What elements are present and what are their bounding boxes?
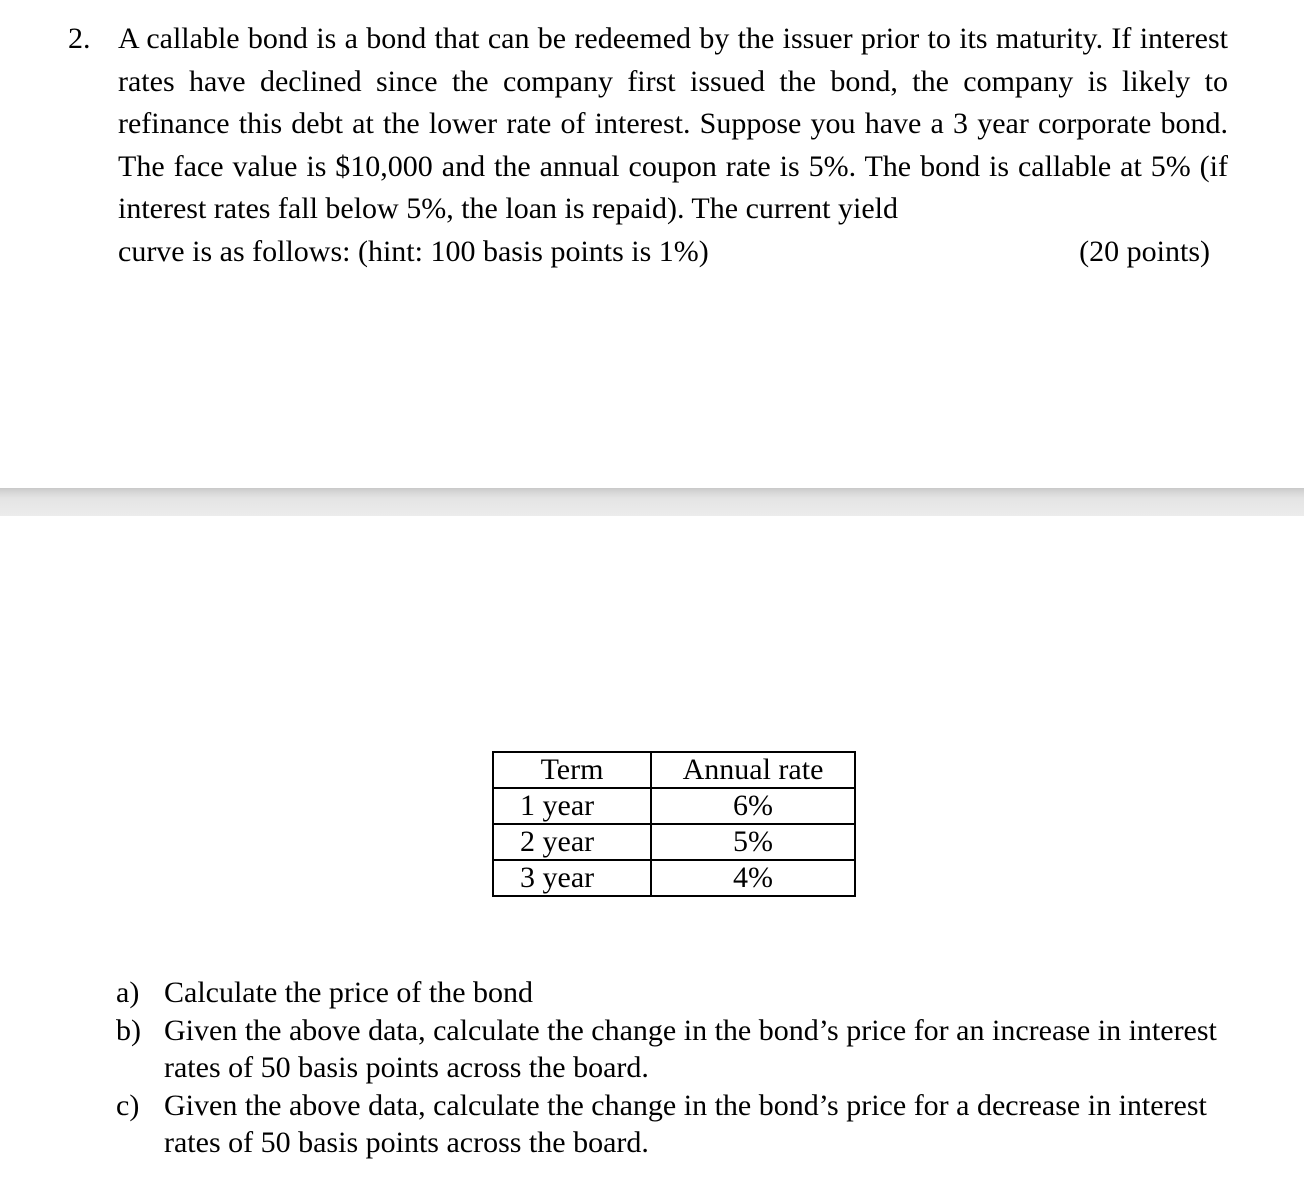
table-row	[493, 860, 855, 896]
sub-question-b	[116, 1012, 1236, 1086]
table-cell-rate: 4%	[651, 860, 855, 896]
sub-question-label: c)	[116, 1089, 140, 1122]
table-cell-term: 2 year	[493, 824, 651, 860]
table-header-term: Term	[493, 752, 651, 788]
sub-question-label: b)	[116, 1014, 141, 1047]
question-hint-line: curve is as follows: (hint: 100 basis points is 1%)	[118, 234, 709, 268]
table-cell-term: 1 year	[493, 788, 651, 824]
page-divider	[0, 488, 1304, 516]
table-row	[493, 788, 855, 824]
yield-curve-table	[492, 751, 856, 897]
table-cell-rate: 5%	[651, 824, 855, 860]
sub-question-a	[116, 974, 1236, 1011]
sub-question-text: Calculate the price of the bond	[164, 976, 534, 1009]
sub-question-label: a)	[116, 976, 140, 1009]
question-body: A callable bond is a bond that can be redeemed by the issuer prior to its maturity. If interest rates have declined since the company first issued the bond, the company is likely to refinance this debt at the lower rate of interest. Suppose you have a 3 year corporate bond. The face value is $10,000 and the annual coupon rate is 5%. The bond is callable at 5% (if interest rates fall below 5%, the loan is repaid). The current yield	[118, 22, 1228, 225]
question-block	[68, 18, 1228, 273]
table-header-rate: Annual rate	[651, 752, 855, 788]
sub-question-c	[116, 1087, 1236, 1161]
table-cell-rate: 6%	[651, 788, 855, 824]
sub-question-text: Given the above data, calculate the change in the bond’s price for a decrease in interest rates of 50 basis points across the board.	[164, 1089, 1207, 1159]
question-points: (20 points)	[1079, 234, 1210, 268]
table-header-row	[493, 752, 855, 788]
question-last-line	[118, 231, 1228, 274]
question-number: 2.	[68, 22, 91, 55]
table-row	[493, 824, 855, 860]
sub-question-text: Given the above data, calculate the change in the bond’s price for an increase in interest rates of 50 basis points across the board.	[164, 1014, 1217, 1084]
table-cell-term: 3 year	[493, 860, 651, 896]
sub-questions	[116, 974, 1236, 1162]
